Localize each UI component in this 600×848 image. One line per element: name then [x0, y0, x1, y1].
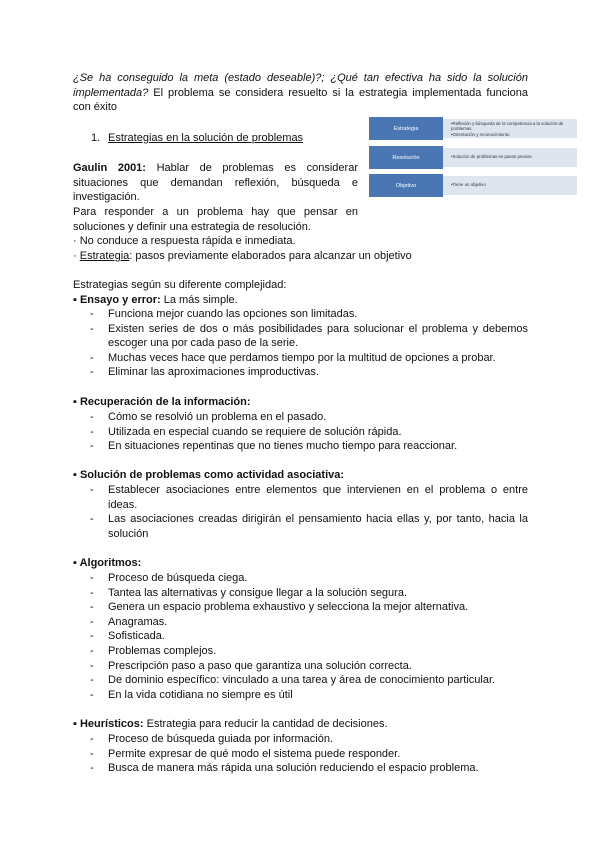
- diagram-box-label: Estrategia: [369, 117, 443, 140]
- section-number: 1.: [91, 132, 101, 144]
- bullet: ▪: [73, 469, 80, 481]
- intro-questions: ¿Se ha conseguido la meta (estado deseable)?; ¿Qué tan efectiva ha sido la solución implementada?: [73, 72, 528, 99]
- diagram-row-2: [369, 146, 577, 169]
- bullet: ▪: [73, 294, 80, 306]
- gaulin-text: Hablar de problemas es considerar situaciones que demandan reflexión, búsqueda e investigación.: [73, 162, 358, 204]
- asociativa-list: [73, 483, 528, 541]
- ensayo-subtitle: La más simple.: [160, 294, 238, 306]
- estrategia-rest: : pasos previamente elaborados para alcanzar un objetivo: [129, 250, 412, 262]
- list-item: - Problemas complejos.: [73, 644, 528, 659]
- list-item: - Funciona mejor cuando las opciones son limitadas.: [73, 307, 528, 322]
- ensayo-list: [73, 307, 528, 380]
- list-item: - Utilizada en especial cuando se requiere de solución rápida.: [73, 425, 528, 440]
- diagram-panel: [443, 176, 577, 195]
- heuristicos-heading: [73, 717, 533, 732]
- list-item: - Busca de manera más rápida una solución reduciendo el espacio problema.: [73, 761, 528, 776]
- list-item: - Proceso de búsqueda ciega.: [73, 571, 528, 586]
- diagram-panel: [443, 119, 577, 138]
- list-item: - Permite expresar de qué modo el sistema puede responder.: [73, 747, 528, 762]
- section-title: Estrategias en la solución de problemas: [108, 132, 304, 144]
- asociativa-title: Solución de problemas como actividad asociativa:: [79, 469, 345, 481]
- section-heading: [91, 131, 351, 146]
- list-item: - En la vida cotidiana no siempre es útil: [73, 688, 528, 703]
- recuperacion-heading: [73, 395, 533, 410]
- asociativa-heading: [73, 468, 533, 483]
- intro-rest: El problema se considera resuelto si la estrategia implementada funciona con éxito: [73, 86, 528, 114]
- algoritmos-heading: [73, 556, 533, 571]
- algoritmos-title: Algoritmos:: [79, 557, 142, 569]
- heuristicos-list: [73, 732, 528, 776]
- diagram-box-label: Resolución: [369, 146, 443, 169]
- list-item: - Las asociaciones creadas dirigirán el pensamiento hacia ellas y, por tanto, hacia la solución: [73, 512, 528, 541]
- list-item: - Establecer asociaciones entre elementos que intervienen en el problema o entre ideas.: [73, 483, 528, 512]
- bullet: ▪: [73, 718, 80, 730]
- ensayo-heading: [73, 293, 533, 308]
- list-item: - Proceso de búsqueda guiada por información.: [73, 732, 528, 747]
- recuperacion-list: [73, 410, 528, 454]
- list-item: - Sofisticada.: [73, 629, 528, 644]
- recuperacion-title: Recuperación de la información:: [79, 396, 251, 408]
- bullet: ▪: [73, 557, 80, 569]
- list-item: - Genera un espacio problema exhaustivo y selecciona la mejor alternativa.: [73, 600, 528, 615]
- list-item: - De dominio específico: vinculado a una tarea y área de conocimiento particular.: [73, 673, 528, 688]
- list-item: - Existen series de dos o más posibilidades para solucionar el problema y debemos escoger una por cada paso de la serie.: [73, 322, 528, 351]
- diagram-row-3: [369, 174, 577, 197]
- diagram-item: • Reflexión y búsqueda de la competencia a la solución de problemas: [451, 121, 577, 132]
- gaulin-paragraph: [73, 161, 358, 205]
- gaulin-label: Gaulin 2001:: [73, 162, 146, 174]
- list-item: - Muchas veces hace que perdamos tiempo por la multitud de opciones a probar.: [73, 351, 528, 366]
- diagram-item: • Orientación y reconocimiento: [451, 132, 577, 137]
- respond-paragraph: Para responder a un problema hay que pensar en soluciones y definir una estrategia de resolución.: [73, 206, 358, 233]
- estrategia-prefix: ·: [73, 250, 80, 262]
- list-item: - Eliminar las aproximaciones improductivas.: [73, 365, 528, 380]
- estrategia-line: [73, 249, 533, 264]
- diagram-box-label: Objetivo: [369, 174, 443, 197]
- list-item: - Tantea las alternativas y consigue llegar a la solución segura.: [73, 586, 528, 601]
- heuristicos-title: Heurísticos:: [79, 718, 144, 730]
- ensayo-title: Ensayo y error:: [79, 294, 161, 306]
- estrategia-term: Estrategia: [79, 250, 130, 262]
- no-conduce-line: · No conduce a respuesta rápida e inmediata.: [73, 235, 296, 247]
- diagram-panel: [443, 148, 577, 167]
- diagram-item: • Tiene un objetivo: [451, 182, 577, 187]
- algoritmos-list: [73, 571, 528, 702]
- diagram-row-1: [369, 117, 577, 140]
- list-item: - Prescripción paso a paso que garantiza una solución correcta.: [73, 659, 528, 674]
- list-item: - En situaciones repentinas que no tienes mucho tiempo para reaccionar.: [73, 439, 528, 454]
- heuristicos-subtitle: Estrategia para reducir la cantidad de decisiones.: [143, 718, 388, 730]
- bullet: ▪: [73, 396, 80, 408]
- intro-paragraph: [73, 71, 528, 115]
- complexity-intro: Estrategias según su diferente complejidad:: [73, 279, 287, 291]
- list-item: - Anagramas.: [73, 615, 528, 630]
- diagram-item: • Solución de problemas en pasos previos: [451, 154, 577, 159]
- list-item: - Cómo se resolvió un problema en el pasado.: [73, 410, 528, 425]
- strategy-diagram: [369, 117, 577, 199]
